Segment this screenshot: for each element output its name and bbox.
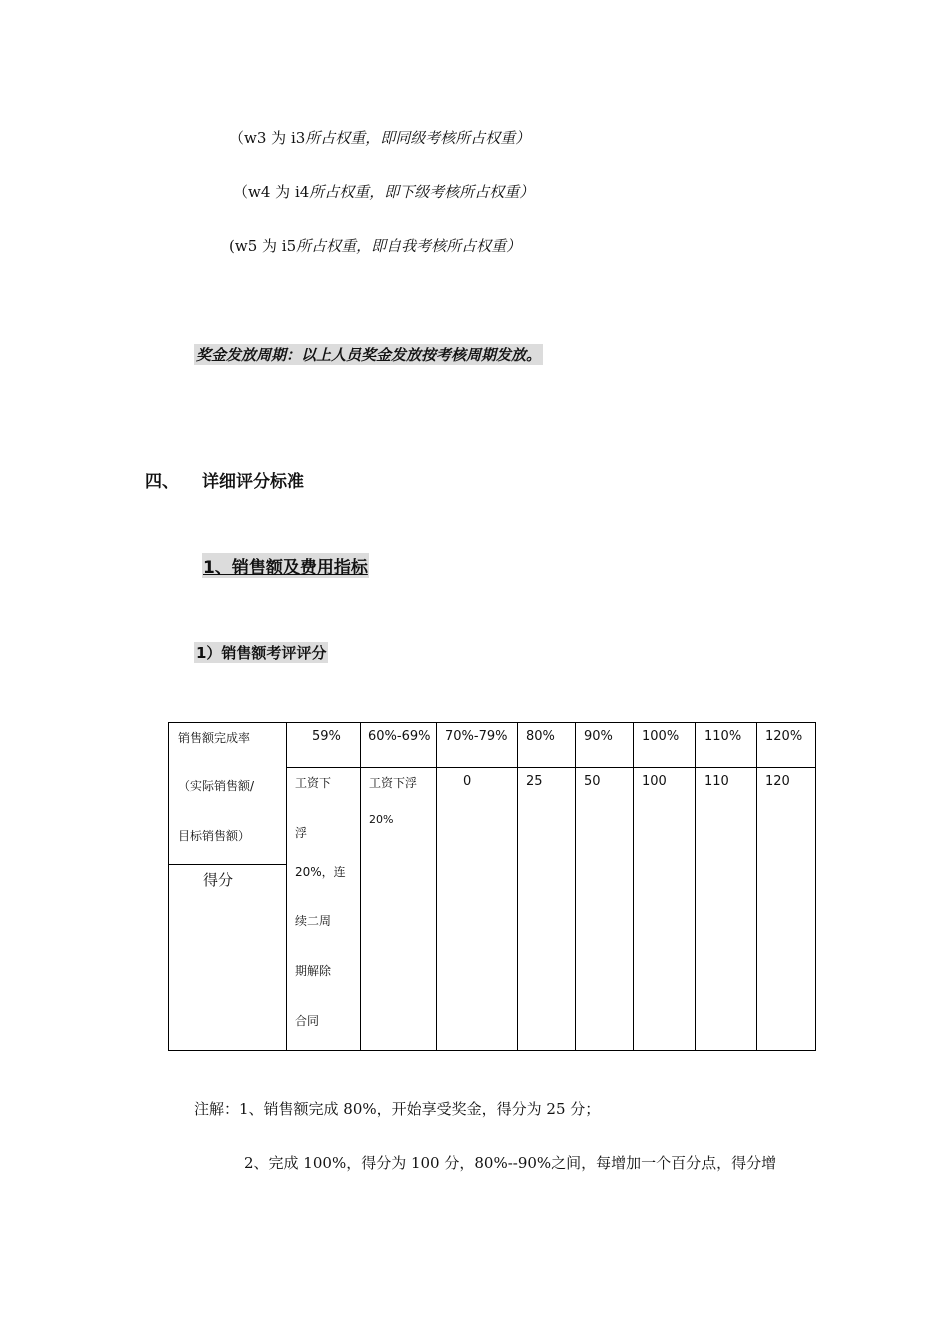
table-col-line: [633, 722, 634, 1051]
weight-var: w5: [234, 237, 263, 255]
row-header-line: （实际销售额/: [178, 779, 255, 793]
weight-line-w4: [233, 181, 534, 202]
table-border-bottom: [168, 1050, 816, 1051]
table-row-line: [286, 767, 816, 768]
table-col-line: [575, 722, 576, 1051]
rate-cell: 70%-79%: [445, 729, 508, 744]
table-col-line: [436, 722, 437, 1051]
rate-cell: 60%-69%: [368, 729, 431, 744]
weight-index: i5: [281, 237, 297, 255]
weight-text: 所占权重，即下级考核所占权重）: [309, 183, 535, 201]
weight-word: 为: [271, 129, 291, 147]
score-label: 得分: [203, 871, 234, 889]
weight-line-w3: [229, 127, 530, 148]
paren: (: [229, 237, 235, 255]
table-row-line: [168, 864, 286, 865]
subsection-title: 1、销售额及费用指标: [202, 553, 369, 578]
note-line: 2、完成 100%，得分为 100 分，80%--90%之间，每增加一个百分点，得分增: [244, 1154, 777, 1172]
score-59-line: 期解除: [295, 964, 332, 978]
score-59-line: 合同: [295, 1014, 320, 1028]
rate-cell: 90%: [584, 729, 613, 744]
rate-cell: 120%: [765, 729, 803, 744]
note-line: 注解：1、销售额完成 80%，开始享受奖金，得分为 25 分；: [194, 1100, 601, 1118]
weight-text: 所占权重，即自我考核所占权重）: [296, 237, 522, 255]
table-col-line: [756, 722, 757, 1051]
score-cell: 25: [526, 774, 543, 789]
table-border-left: [168, 722, 169, 1051]
table-col-line: [360, 722, 361, 1051]
score-cell: 0: [463, 774, 472, 789]
table-col-line: [286, 722, 287, 1051]
weight-text: 所占权重，即同级考核所占权重）: [305, 129, 531, 147]
sales-score-table: [168, 722, 816, 1051]
paren: （: [229, 129, 245, 147]
paren: （: [233, 183, 249, 201]
weight-var: w3: [244, 129, 272, 147]
score-60-line: 20%: [369, 813, 394, 826]
score-59-line: 工资下: [295, 776, 332, 790]
table-col-line: [695, 722, 696, 1051]
weight-var: w4: [248, 183, 276, 201]
score-cell: 50: [584, 774, 601, 789]
section-number: 四、: [145, 472, 179, 492]
weight-index: i3: [290, 129, 306, 147]
section-title: 详细评分标准: [202, 472, 304, 492]
rate-cell: 110%: [704, 729, 742, 744]
score-cell: 120: [765, 774, 790, 789]
bonus-cycle-text: 奖金发放周期：以上人员奖金发放按考核周期发放。: [196, 346, 542, 364]
table-border-right: [815, 722, 816, 1051]
score-cell: 110: [704, 774, 729, 789]
score-59-line: 续二周: [295, 914, 332, 928]
rate-cell: 80%: [526, 729, 555, 744]
subsubsection-title: 1）销售额考评评分: [196, 644, 327, 662]
weight-word: 为: [262, 237, 282, 255]
score-60-line: 工资下浮: [369, 776, 418, 790]
score-cell: 100: [642, 774, 667, 789]
row-header-line: 目标销售额）: [178, 829, 251, 843]
rate-cell: 59%: [312, 729, 341, 744]
table-border-top: [168, 722, 816, 723]
weight-word: 为: [275, 183, 295, 201]
score-59-line: 20%，连: [295, 865, 346, 879]
row-header-line: 销售额完成率: [178, 731, 251, 745]
rate-cell: 100%: [642, 729, 680, 744]
table-col-line: [517, 722, 518, 1051]
weight-index: i4: [294, 183, 310, 201]
weight-line-w5: [229, 235, 521, 256]
score-59-line: 浮: [295, 826, 308, 840]
